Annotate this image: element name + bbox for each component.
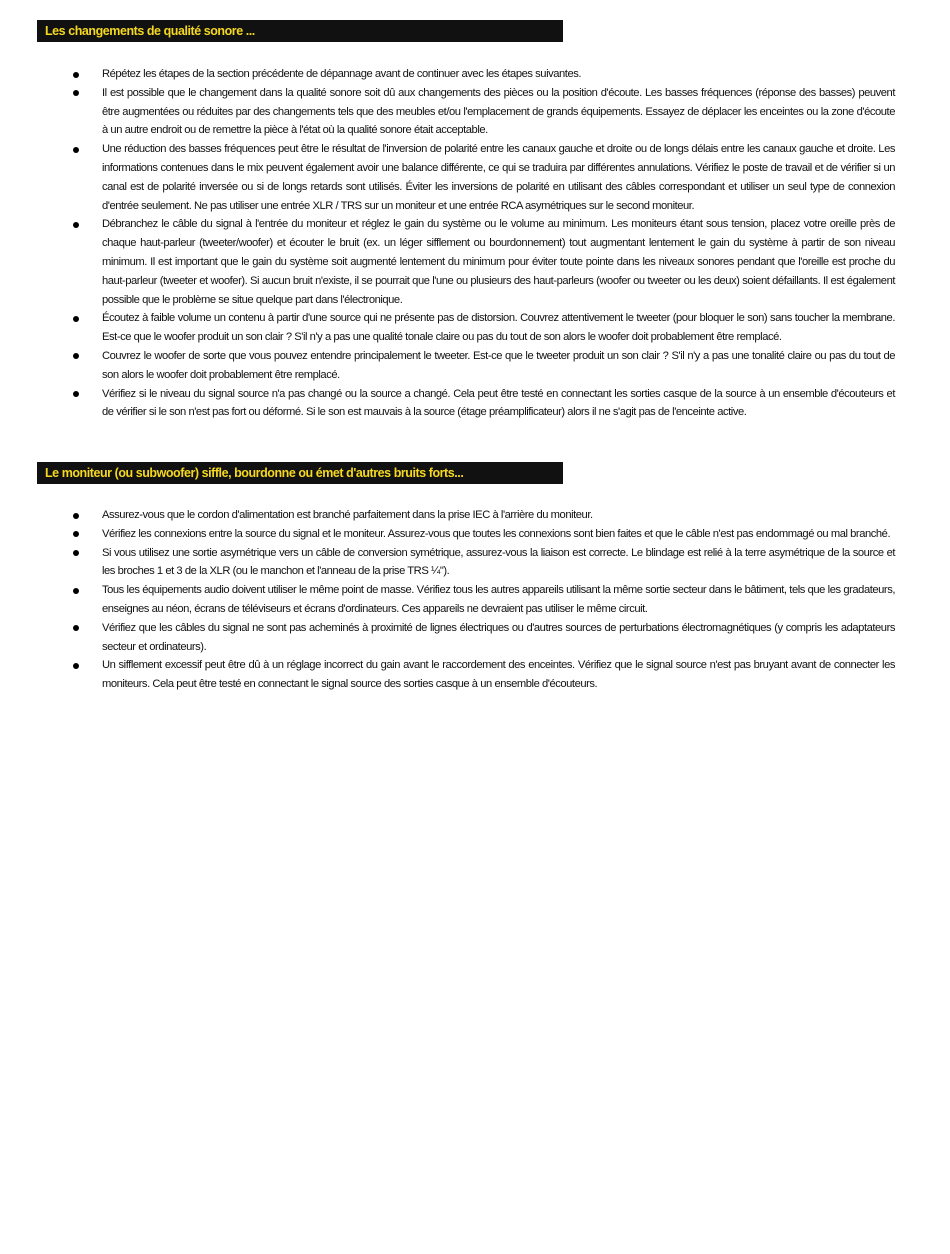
list-item-text: Vérifiez que les câbles du signal ne sont pas acheminés à proximité de lignes électriques ou d'autres sources de perturbations électromagnétiques (y compris les adaptateurs secteur et ordinateurs).	[102, 621, 895, 653]
bullet-dot-icon	[73, 588, 79, 594]
list-item-text: Couvrez le woofer de sorte que vous pouvez entendre principalement le tweeter. Est-ce que le tweeter produit un son clair ? S'il n'y a pas une tonalité claire ou pas du tout de son alors le woofer doit probablement être remplacé.	[102, 349, 895, 381]
bullet-list	[37, 65, 895, 422]
list-item	[37, 140, 895, 215]
list-item-text: Assurez-vous que le cordon d'alimentation est branché parfaitement dans la prise IEC à l'arrière du moniteur.	[102, 509, 593, 521]
bullet-dot-icon	[73, 391, 79, 397]
bullet-dot-icon	[73, 513, 79, 519]
bullet-dot-icon	[73, 550, 79, 556]
list-item	[37, 385, 895, 423]
bullet-dot-icon	[73, 72, 79, 78]
section-header-bar	[37, 20, 563, 42]
list-item-text: Répétez les étapes de la section précédente de dépannage avant de continuer avec les étapes suivantes.	[102, 68, 582, 80]
bullet-dot-icon	[73, 147, 79, 153]
list-item	[37, 309, 895, 347]
bullet-dot-icon	[73, 625, 79, 631]
bullet-list	[37, 506, 895, 694]
section-title: Les changements de qualité sonore ...	[45, 24, 255, 38]
list-item	[37, 65, 895, 84]
list-item	[37, 506, 895, 525]
bullet-dot-icon	[73, 316, 79, 322]
list-item-text: Vérifiez les connexions entre la source du signal et le moniteur. Assurez-vous que toutes les connexions sont bien faites et que le câble n'est pas endommagé ou mal branché.	[102, 527, 891, 540]
list-item	[37, 525, 895, 544]
list-item-text: Tous les équipements audio doivent utiliser le même point de masse. Vérifiez tous les autres appareils utilisant la même sortie secteur dans le bâtiment, tels que les gradateurs, enseignes au néon, écrans de téléviseurs et écrans d'ordinateurs. Ces appareils ne devraient pas utiliser le même circuit.	[102, 584, 895, 615]
list-item	[37, 347, 895, 385]
bullet-dot-icon	[73, 531, 79, 537]
bullet-dot-icon	[73, 663, 79, 669]
list-item	[37, 619, 895, 657]
bullet-dot-icon	[73, 222, 79, 228]
list-item-text: Débranchez le câble du signal à l'entrée du moniteur et réglez le gain du système ou le volume au minimum. Les moniteurs étant sous tension, placez votre oreille près de chaque haut-parleur (tweeter/woofer) et écouter le bruit (ex. un léger sifflement ou bourdonnement) tout augmentant lentement le gain du système à partir de son niveau minimum. Il est important que le gain du système soit augmenté lentement du minimum pour éviter toute pointe dans les niveaux sonores pendant que l'oreille est proche du haut-parleur (tweeter et woofer). Si aucun bruit n'existe, il se pourrait que l'une ou plusieurs des haut-parleurs (woofer ou tweeter ou les deux) soient défaillants. Il est également possible que le problème se situe quelque part dans l'électronique.	[102, 218, 895, 306]
list-item	[37, 656, 895, 694]
section-title: Le moniteur (ou subwoofer) siffle, bourdonne ou émet d'autres bruits forts...	[45, 466, 464, 480]
list-item-text: Vérifiez si le niveau du signal source n'a pas changé ou la source a changé. Cela peut être testé en connectant les sorties casque de la source à un ensemble d'écouteurs et de vérifier si le son n'est pas fort ou déformé. Si le son est mauvais à la source (étage préamplificateur) alors il ne s'agit pas de l'enceinte active.	[102, 387, 895, 419]
list-item-text: Si vous utilisez une sortie asymétrique vers un câble de conversion symétrique, assurez-vous la liaison est correcte. Le blindage est relié à la terre asymétrique de la source et les broches 1 et 3 de la XLR (ou le manchon et l'anneau de la prise TRS ¼").	[102, 546, 895, 578]
bullet-dot-icon	[73, 90, 79, 96]
list-item-text: Une réduction des basses fréquences peut être le résultat de l'inversion de polarité entre les canaux gauche et droite ou de longs délais entre les canaux gauche et droite. Les informations contenues dans le mix peuvent également avoir une balance différente, ce qui se traduira par différentes annulations. Vérifiez le poste de travail et de vérifier si un canal est de polarité inversée ou si de longs retards sont utilisés. Éviter les inversions de polarité en utilisant des câbles correspondant et utiliser un seul type de connexion d'entrée seulement. Ne pas utiliser une entrée XLR / TRS sur un moniteur et une entrée RCA asymétriques sur le second moniteur.	[102, 143, 895, 212]
list-item-text: Un sifflement excessif peut être dû à un réglage incorrect du gain avant le raccordement des enceintes. Vérifiez que le signal source n'est pas bruyant avant de connecter les moniteurs. Cela peut être testé en connectant le signal source des sorties casque à un ensemble d'écouteurs.	[102, 659, 895, 691]
section-header-bar	[37, 462, 563, 484]
list-item	[37, 544, 895, 582]
section-sound-quality-changes	[37, 20, 895, 422]
section-monitor-noise	[37, 462, 895, 694]
list-item	[37, 215, 895, 309]
list-item	[37, 84, 895, 140]
bullet-dot-icon	[73, 353, 79, 359]
list-item-text: Écoutez à faible volume un contenu à partir d'une source qui ne présente pas de distorsion. Couvrez attentivement le tweeter (pour bloquer le son) sans toucher la membrane. Est-ce que le woofer produit un son clair ? S'il n'y a pas une qualité tonale claire ou pas du tout de son alors le woofer doit probablement être remplacé.	[102, 312, 895, 344]
list-item	[37, 581, 895, 619]
list-item-text: Il est possible que le changement dans la qualité sonore soit dû aux changements des pièces ou la position d'écoute. Les basses fréquences (réponse des basses) peuvent être augmentées ou réduites par des changements tels que des meubles et/ou l'emplacement de grands équipements. Essayez de déplacer les enceintes ou la zone d'écoute à un autre endroit ou de remettre la pièce à l'état où la qualité sonore était acceptable.	[102, 86, 895, 137]
